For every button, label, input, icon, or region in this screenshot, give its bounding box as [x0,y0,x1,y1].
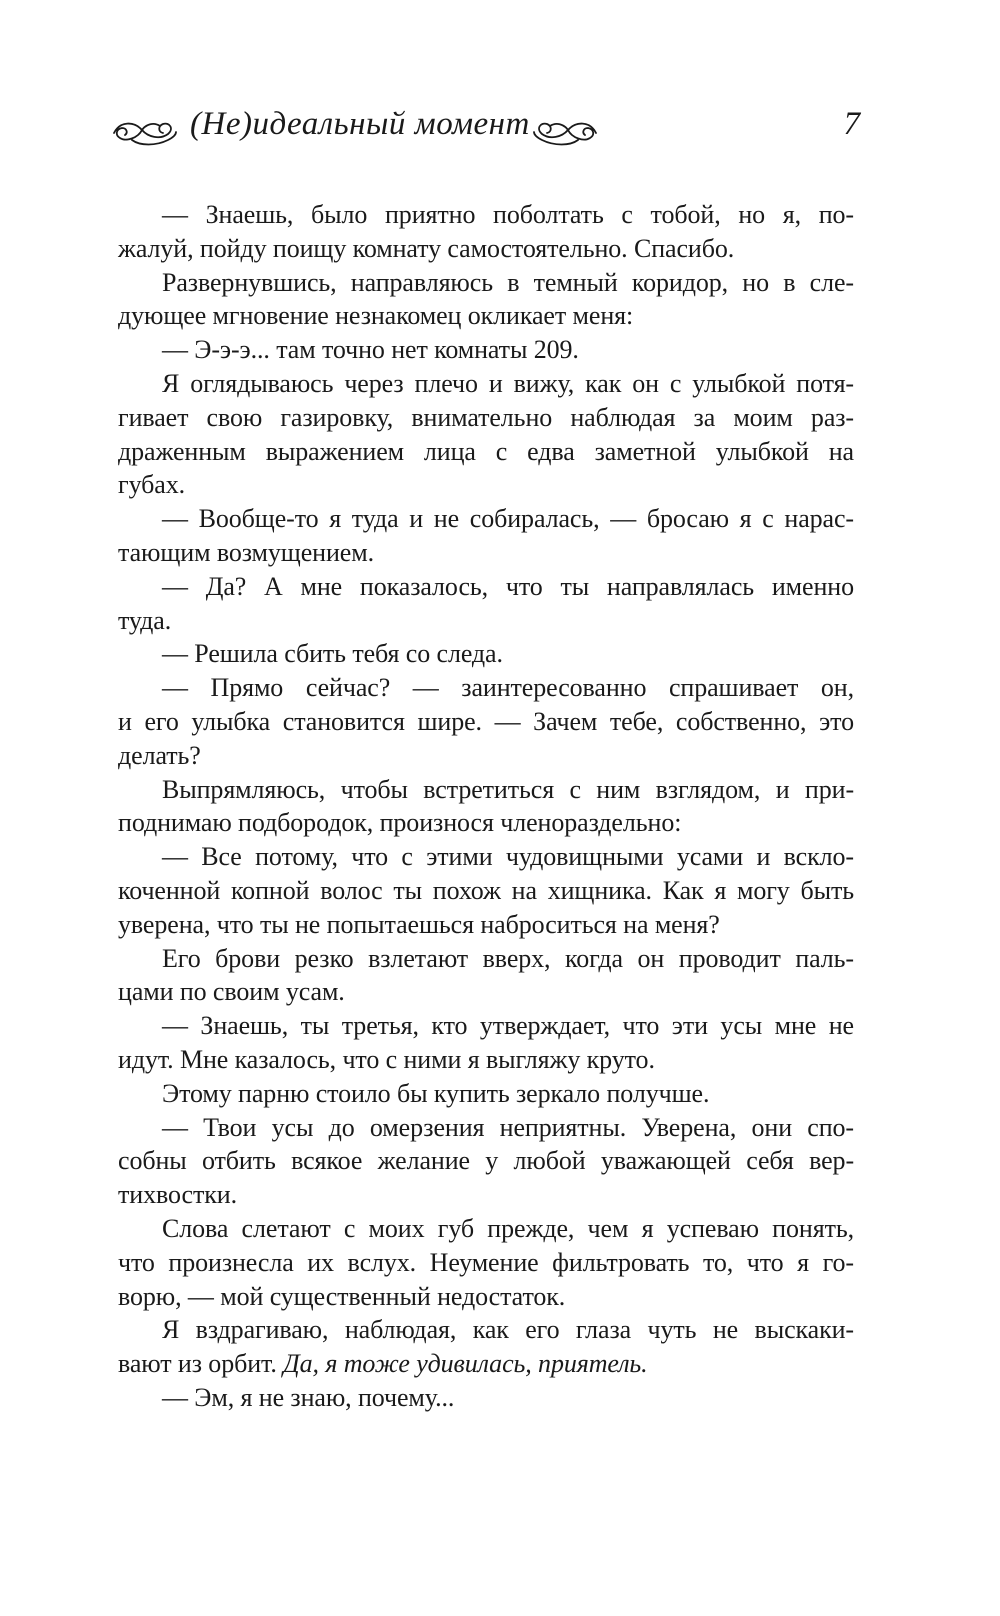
body-text [118,198,854,1415]
text-line [118,198,854,232]
text-line-content: дующее мгновение незнакомец окликает меня: [118,301,634,331]
text-line-content: губах. [118,470,185,500]
text-line-content: поднимаю подбородок, произнося членораздельно: [118,808,682,838]
text-line [118,1077,854,1111]
text-line [118,1246,854,1280]
text-line [118,637,854,671]
text-line-content: тающим возмущением. [118,537,374,567]
text-line-content: — Эм, я не знаю, почему... [162,1382,455,1412]
text-line-content: драженным выражением лица с едва заметной улыбкой на [118,436,854,466]
text-line-content: — Прямо сейчас? — заинтересованно спрашивает он, [162,673,854,703]
text-line [118,604,854,638]
text-line [118,773,854,807]
text-line-content: цами по своим усам. [118,977,345,1007]
text-line-content: Развернувшись, направляюсь в темный коридор, но в сле- [162,267,854,297]
text-line-content: и его улыбка становится шире. — Зачем тебе, собственно, это [118,706,854,736]
running-head [112,106,860,156]
text-line-content: — Знаешь, ты третья, кто утверждает, что эти усы мне не [162,1011,854,1041]
text-line [118,1313,854,1347]
text-line [118,1280,854,1314]
text-line [118,468,854,502]
text-line [118,1144,854,1178]
text-line [118,401,854,435]
text-line-content: — Э-э-э... там точно нет комнаты 209. [162,335,579,365]
text-line-content: коченной копной волос ты похож на хищника. Как я могу быть [118,875,854,905]
text-line-content: Выпрямляюсь, чтобы встретиться с ним взглядом, и при- [162,774,854,804]
text-line [118,1178,854,1212]
text-line [118,1381,854,1415]
text-line [118,299,854,333]
text-line-content: Его брови резко взлетают вверх, когда он проводит паль- [162,943,854,973]
text-line-content: уверена, что ты не попытаешься наброситься на меня? [118,909,720,939]
text-line [118,874,854,908]
text-line [118,502,854,536]
text-line-content: — Решила сбить тебя со следа. [162,639,503,669]
text-line [118,536,854,570]
text-line [118,570,854,604]
text-line [118,266,854,300]
text-line-content: Этому парню стоило бы купить зеркало получше. [162,1078,710,1108]
text-line-content: вают из орбит. [118,1349,277,1379]
page-number: 7 [843,106,860,142]
text-line-content: Я оглядываюсь через плечо и вижу, как он с улыбкой потя- [162,368,854,398]
text-line [118,232,854,266]
text-line-content: — Все потому, что с этими чудовищными усами и вскло- [162,842,854,872]
text-line [118,1009,854,1043]
text-line [118,1347,854,1381]
text-line [118,942,854,976]
text-line-content: собны отбить всякое желание у любой уважающей себя вер- [118,1146,854,1176]
text-line [118,908,854,942]
text-line-content: жалуй, пойду поищу комнату самостоятельно. Спасибо. [118,233,735,263]
text-line-content: что произнесла их вслух. Неумение фильтровать то, что я го- [118,1247,854,1277]
text-line-content: — Знаешь, было приятно поболтать с тобой, но я, по- [162,200,854,229]
text-line [118,1111,854,1145]
text-line [118,333,854,367]
text-line-content: — Вообще-то я туда и не собиралась, — бросаю я с нарас- [162,504,854,534]
text-line [118,1043,854,1077]
flourish-ornament-icon [112,118,178,148]
text-line [118,806,854,840]
text-line [118,840,854,874]
text-line-content: делать? [118,740,201,770]
text-line-content: Слова слетают с моих губ прежде, чем я успеваю понять, [162,1213,854,1243]
text-line-content: ворю, — мой существенный недостаток. [118,1281,566,1311]
text-line [118,367,854,401]
italic-thought: Да, я тоже удивилась, приятель. [283,1349,648,1379]
flourish-ornament-icon [532,118,598,148]
text-line [118,435,854,469]
text-line [118,739,854,773]
text-line-content: — Твои усы до омерзения неприятны. Уверена, они спо- [162,1112,854,1142]
text-line [118,975,854,1009]
book-title: (Не)идеальный момент [190,106,530,142]
text-line-content: тихвостки. [118,1180,237,1210]
text-line-content: Я вздрагиваю, наблюдая, как его глаза чуть не выскаки- [162,1315,854,1345]
text-line-content: туда. [118,605,172,635]
text-line [118,1212,854,1246]
text-line-content: идут. Мне казалось, что с ними я выгляжу круто. [118,1044,655,1074]
text-line [118,705,854,739]
text-line [118,671,854,705]
text-line-content: гивает свою газировку, внимательно наблюдая за моим раз- [118,402,854,432]
text-line-content: — Да? А мне показалось, что ты направлялась именно [162,571,854,601]
